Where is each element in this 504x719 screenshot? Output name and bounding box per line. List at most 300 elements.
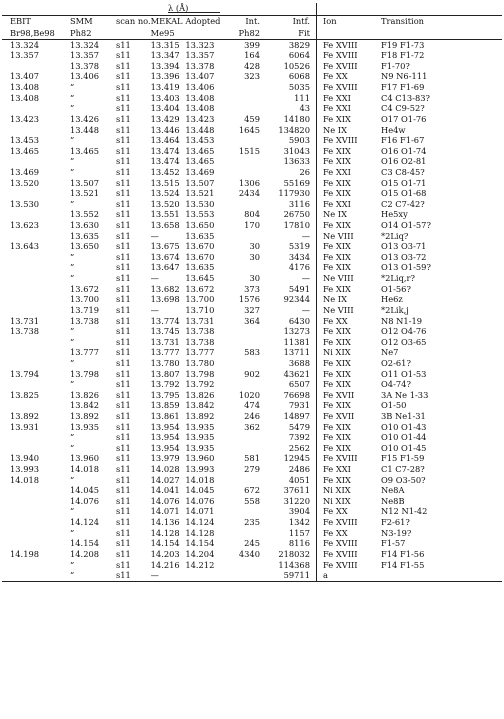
cell-smm: 14.076 bbox=[70, 495, 100, 506]
table-row bbox=[2, 538, 502, 549]
cell-adopted: 13.530 bbox=[185, 198, 215, 209]
cell-scan: s11 bbox=[116, 124, 131, 135]
header-group-row bbox=[2, 3, 502, 15]
cell-intf: — bbox=[301, 230, 310, 241]
cell-int bbox=[220, 103, 266, 114]
cell-ion: Fe XVII bbox=[317, 390, 382, 401]
cell-int bbox=[220, 559, 266, 570]
cell-mekal: 13.731 bbox=[150, 336, 180, 347]
cell-int bbox=[220, 93, 266, 104]
cell-intf: 3829 bbox=[288, 39, 310, 50]
cell-smm: 14.208 bbox=[70, 548, 100, 559]
cell-ebit bbox=[2, 570, 70, 581]
cell-ebit bbox=[2, 294, 70, 305]
cell-ion: Fe XIX bbox=[317, 146, 382, 157]
cell-mekal: 13.396 bbox=[150, 71, 180, 82]
cell-intf: 12945 bbox=[283, 453, 310, 464]
cell-int bbox=[220, 379, 266, 390]
cell-smm: 13.672 bbox=[70, 283, 100, 294]
cell-adopted: 13.731 bbox=[185, 315, 215, 326]
cell-scan: s11 bbox=[116, 156, 131, 167]
cell-scan: s11 bbox=[116, 198, 131, 209]
cell-scan: s11 bbox=[116, 410, 131, 421]
cell-ion: Ni XIX bbox=[317, 347, 382, 358]
cell-transition: F1-70? bbox=[381, 60, 410, 71]
cell-ion: Fe XIX bbox=[317, 326, 382, 337]
cell-mekal: 13.807 bbox=[150, 368, 180, 379]
cell-mekal: 13.954 bbox=[150, 421, 180, 432]
cell-int bbox=[220, 443, 266, 454]
cell-ebit bbox=[2, 273, 70, 284]
cell-ebit bbox=[2, 337, 70, 348]
cell-smm: 13.719 bbox=[70, 304, 100, 315]
cell-ebit: 13.520 bbox=[10, 177, 40, 188]
cell-ebit bbox=[2, 506, 70, 517]
cell-mekal: 13.464 bbox=[150, 135, 180, 146]
cell-scan: s11 bbox=[116, 432, 131, 443]
cell-transition: N9 N6-111 bbox=[381, 71, 428, 82]
cell-int: 327 bbox=[244, 304, 260, 315]
cell-adopted: 13.323 bbox=[185, 39, 215, 50]
cell-transition: F1-57 bbox=[381, 538, 406, 549]
table-header bbox=[2, 3, 502, 39]
cell-ebit bbox=[2, 284, 70, 295]
cell-mekal: 13.315 bbox=[150, 39, 180, 50]
table-row bbox=[2, 209, 502, 220]
col-subheader-ebit: Br98,Be98 bbox=[2, 27, 70, 39]
cell-transition: O1-56? bbox=[381, 283, 411, 294]
cell-smm: 13.465 bbox=[70, 145, 100, 156]
cell-scan: s11 bbox=[116, 135, 131, 146]
table-row bbox=[2, 379, 502, 390]
table-row bbox=[2, 294, 502, 305]
cell-intf: 2486 bbox=[288, 464, 310, 475]
cell-intf: 7392 bbox=[288, 432, 310, 443]
cell-scan: s11 bbox=[116, 103, 131, 114]
cell-int: 4340 bbox=[238, 548, 260, 559]
cell-adopted: 13.935 bbox=[185, 421, 215, 432]
cell-smm: 13.777 bbox=[70, 347, 100, 358]
cell-ion: Fe XVII bbox=[317, 411, 382, 422]
cell-scan: s11 bbox=[116, 273, 131, 284]
cell-intf: 6507 bbox=[288, 379, 310, 390]
cell-adopted: 14.076 bbox=[185, 495, 215, 506]
cell-mekal: 13.954 bbox=[150, 432, 180, 443]
cell-transition: O17 O1-76 bbox=[381, 113, 427, 124]
cell-adopted: 13.521 bbox=[185, 188, 215, 199]
table-row bbox=[2, 464, 502, 475]
cell-intf: 2562 bbox=[288, 442, 310, 453]
cell-adopted: 13.842 bbox=[185, 400, 215, 411]
cell-adopted: 13.672 bbox=[185, 283, 215, 294]
cell-smm: ” bbox=[70, 357, 75, 368]
cell-adopted: 13.738 bbox=[185, 326, 215, 337]
cell-ebit bbox=[2, 347, 70, 358]
col-subheader-intf: Fit bbox=[266, 27, 317, 39]
cell-ion: Fe XIX bbox=[317, 252, 382, 263]
cell-int bbox=[220, 135, 266, 146]
cell-transition: He5xy bbox=[381, 209, 408, 220]
cell-scan: s11 bbox=[116, 347, 131, 358]
cell-smm: 13.552 bbox=[70, 209, 100, 220]
cell-adopted: 13.553 bbox=[185, 209, 215, 220]
cell-scan: s11 bbox=[116, 548, 131, 559]
cell-ebit bbox=[2, 262, 70, 273]
cell-mekal: 13.520 bbox=[150, 198, 180, 209]
cell-int: 428 bbox=[244, 60, 260, 71]
cell-transition: F14 F1-55 bbox=[381, 559, 425, 570]
cell-intf: 13711 bbox=[283, 347, 310, 358]
cell-int bbox=[220, 528, 266, 539]
cell-scan: s11 bbox=[116, 495, 131, 506]
cell-mekal: 13.446 bbox=[150, 124, 180, 135]
cell-ion: Fe XXI bbox=[317, 167, 382, 178]
cell-mekal: 14.041 bbox=[150, 485, 180, 496]
cell-smm: ” bbox=[70, 82, 75, 93]
cell-ebit: 13.731 bbox=[10, 315, 40, 326]
cell-scan: s11 bbox=[116, 442, 131, 453]
cell-ebit bbox=[2, 443, 70, 454]
cell-mekal: 13.795 bbox=[150, 389, 180, 400]
cell-ebit: 13.940 bbox=[10, 453, 40, 464]
lambda-group-label: λ (Å) bbox=[168, 4, 220, 13]
table-row bbox=[2, 432, 502, 443]
cell-intf: 11381 bbox=[283, 336, 310, 347]
table-row bbox=[2, 156, 502, 167]
table-row bbox=[2, 167, 502, 178]
cell-scan: s11 bbox=[116, 283, 131, 294]
cell-intf: — bbox=[301, 304, 310, 315]
cell-intf: 1342 bbox=[288, 517, 310, 528]
cell-int: 170 bbox=[244, 220, 260, 231]
cell-transition: O13 O1-59? bbox=[381, 262, 431, 273]
cell-ebit: 13.408 bbox=[10, 92, 40, 103]
cell-scan: s11 bbox=[116, 389, 131, 400]
cell-ion: Fe XX bbox=[317, 528, 382, 539]
cell-transition: O10 O1-45 bbox=[381, 442, 427, 453]
cell-ion: Ne IX bbox=[317, 209, 382, 220]
table-row bbox=[2, 71, 502, 82]
cell-smm: 13.406 bbox=[70, 71, 100, 82]
cell-ion: Fe XIX bbox=[317, 177, 382, 188]
col-header-scan: scan no. bbox=[116, 16, 151, 27]
cell-mekal: 14.216 bbox=[150, 559, 180, 570]
cell-int: 364 bbox=[244, 315, 260, 326]
cell-intf: 5903 bbox=[288, 135, 310, 146]
cell-scan: s11 bbox=[116, 50, 131, 61]
cell-adopted: 13.670 bbox=[185, 241, 215, 252]
cell-ebit bbox=[2, 188, 70, 199]
cell-int: 474 bbox=[244, 400, 260, 411]
cell-mekal: — bbox=[150, 230, 159, 241]
cell-intf: 31043 bbox=[283, 145, 310, 156]
cell-scan: s11 bbox=[116, 474, 131, 485]
cell-scan: s11 bbox=[116, 517, 131, 528]
cell-intf: — bbox=[301, 273, 310, 284]
cell-intf: 5319 bbox=[288, 241, 310, 252]
cell-intf: 26750 bbox=[283, 209, 310, 220]
cell-scan: s11 bbox=[116, 145, 131, 156]
cell-ion: Fe XXI bbox=[317, 93, 382, 104]
cell-scan: s11 bbox=[116, 538, 131, 549]
cell-ion: Ne VIII bbox=[317, 305, 382, 316]
cell-ion: Fe XX bbox=[317, 315, 382, 326]
cell-intf: 31220 bbox=[283, 495, 310, 506]
cell-transition: 3B Ne1-31 bbox=[381, 410, 426, 421]
cell-transition: F14 F1-56 bbox=[381, 548, 425, 559]
lambda-group-header bbox=[116, 3, 220, 15]
cell-transition: F19 F1-73 bbox=[381, 39, 425, 50]
cell-mekal: 13.524 bbox=[150, 188, 180, 199]
cell-intf: 7931 bbox=[288, 400, 310, 411]
cell-mekal: 13.394 bbox=[150, 60, 180, 71]
cell-intf: 10526 bbox=[283, 60, 310, 71]
cell-int bbox=[220, 199, 266, 210]
cell-smm: 13.324 bbox=[70, 39, 100, 50]
cell-int bbox=[220, 358, 266, 369]
cell-adopted: 13.892 bbox=[185, 410, 215, 421]
cell-ebit: 13.465 bbox=[10, 145, 40, 156]
cell-ion: Fe XVIII bbox=[317, 453, 382, 464]
cell-int bbox=[220, 506, 266, 517]
cell-transition: O2-61? bbox=[381, 357, 411, 368]
cell-adopted: 13.935 bbox=[185, 442, 215, 453]
cell-scan: s11 bbox=[116, 241, 131, 252]
cell-transition: O16 O1-74 bbox=[381, 145, 427, 156]
table-row bbox=[2, 135, 502, 146]
cell-transition: *2Liq,r? bbox=[381, 273, 415, 284]
cell-ion: Fe XIX bbox=[317, 368, 382, 379]
cell-ion: Ni XIX bbox=[317, 496, 382, 507]
cell-ebit bbox=[2, 485, 70, 496]
cell-transition: O12 O3-65 bbox=[381, 336, 427, 347]
cell-smm: 13.378 bbox=[70, 60, 100, 71]
cell-intf: 4051 bbox=[288, 474, 310, 485]
cell-smm: ” bbox=[70, 442, 75, 453]
cell-adopted: 13.738 bbox=[185, 336, 215, 347]
cell-smm: ” bbox=[70, 103, 75, 114]
cell-scan: s11 bbox=[116, 304, 131, 315]
cell-intf: 3434 bbox=[288, 251, 310, 262]
cell-scan: s11 bbox=[116, 294, 131, 305]
table-row bbox=[2, 315, 502, 326]
cell-smm: ” bbox=[70, 336, 75, 347]
cell-smm: 13.842 bbox=[70, 400, 100, 411]
cell-intf: 117930 bbox=[278, 188, 310, 199]
cell-transition: O10 O1-44 bbox=[381, 432, 427, 443]
cell-adopted: 13.826 bbox=[185, 389, 215, 400]
cell-smm: ” bbox=[70, 156, 75, 167]
cell-smm: 13.960 bbox=[70, 453, 100, 464]
cell-ion: Fe XX bbox=[317, 71, 382, 82]
cell-ebit bbox=[2, 103, 70, 114]
cell-intf: 6068 bbox=[288, 71, 310, 82]
table-row bbox=[2, 82, 502, 93]
cell-smm: 13.650 bbox=[70, 241, 100, 252]
cell-ebit: 13.453 bbox=[10, 135, 40, 146]
cell-smm: 13.798 bbox=[70, 368, 100, 379]
cell-int: 279 bbox=[244, 464, 260, 475]
cell-ion: Fe XVIII bbox=[317, 82, 382, 93]
cell-scan: s11 bbox=[116, 326, 131, 337]
cell-adopted: 14.124 bbox=[185, 517, 215, 528]
cell-smm: ” bbox=[70, 251, 75, 262]
cell-mekal: 14.028 bbox=[150, 464, 180, 475]
cell-mekal: 13.774 bbox=[150, 315, 180, 326]
table-row bbox=[2, 326, 502, 337]
table-row bbox=[2, 220, 502, 231]
cell-int: 1576 bbox=[238, 294, 260, 305]
cell-intf: 3116 bbox=[288, 198, 310, 209]
cell-ebit: 13.324 bbox=[10, 39, 40, 50]
cell-mekal: 13.515 bbox=[150, 177, 180, 188]
table-row bbox=[2, 39, 502, 50]
cell-ebit bbox=[2, 156, 70, 167]
cell-smm: ” bbox=[70, 527, 75, 538]
cell-smm: ” bbox=[70, 559, 75, 570]
cell-smm: 13.826 bbox=[70, 389, 100, 400]
cell-adopted: 13.378 bbox=[185, 60, 215, 71]
cell-ion: Fe XVIII bbox=[317, 549, 382, 560]
cell-smm: 14.018 bbox=[70, 464, 100, 475]
cell-smm: ” bbox=[70, 135, 75, 146]
cell-adopted: 13.993 bbox=[185, 464, 215, 475]
cell-adopted: 13.408 bbox=[185, 103, 215, 114]
cell-mekal: 13.682 bbox=[150, 283, 180, 294]
cell-ebit bbox=[2, 305, 70, 316]
cell-intf: 17810 bbox=[283, 220, 310, 231]
cell-intf: 13273 bbox=[283, 326, 310, 337]
cell-int: 583 bbox=[244, 347, 260, 358]
header-row-2 bbox=[2, 27, 502, 39]
cell-transition: F15 F1-59 bbox=[381, 453, 425, 464]
cell-ebit bbox=[2, 538, 70, 549]
cell-intf: 92344 bbox=[283, 294, 310, 305]
cell-transition: *2Lik,j bbox=[381, 304, 409, 315]
table-row bbox=[2, 485, 502, 496]
cell-adopted: 13.645 bbox=[185, 273, 215, 284]
col-subheader-smm: Ph82 bbox=[70, 27, 116, 39]
cell-mekal: 13.675 bbox=[150, 241, 180, 252]
cell-transition: O11 O1-53 bbox=[381, 368, 427, 379]
cell-ebit: 13.469 bbox=[10, 166, 40, 177]
cell-ion: Fe XXI bbox=[317, 103, 382, 114]
cell-ebit: 13.357 bbox=[10, 50, 40, 61]
cell-mekal: 13.404 bbox=[150, 103, 180, 114]
cell-intf: 13633 bbox=[283, 156, 310, 167]
table-row bbox=[2, 241, 502, 252]
cell-transition bbox=[381, 570, 502, 581]
cell-ion: Ni XIX bbox=[317, 485, 382, 496]
cell-smm: ” bbox=[70, 474, 75, 485]
col-header-intf: Intf. bbox=[266, 15, 317, 27]
cell-adopted: 13.635 bbox=[185, 262, 215, 273]
table-row bbox=[2, 390, 502, 401]
cell-transition: N8 N1-19 bbox=[381, 315, 423, 326]
cell-intf: 5035 bbox=[288, 82, 310, 93]
cell-adopted: 13.448 bbox=[185, 124, 215, 135]
cell-scan: s11 bbox=[116, 485, 131, 496]
cell-adopted: 13.798 bbox=[185, 368, 215, 379]
cell-intf: 134820 bbox=[278, 124, 310, 135]
cell-ion: Fe XVIII bbox=[317, 559, 382, 570]
cell-transition: *2Liq? bbox=[381, 230, 409, 241]
cell-ion: Fe XVIII bbox=[317, 135, 382, 146]
cell-transition: O10 O1-43 bbox=[381, 421, 427, 432]
cell-mekal: 13.429 bbox=[150, 113, 180, 124]
cell-int bbox=[220, 570, 266, 581]
cell-ebit bbox=[2, 517, 70, 528]
cell-scan: s11 bbox=[116, 453, 131, 464]
cell-intf: 114368 bbox=[278, 559, 310, 570]
cell-transition: F2-61? bbox=[381, 517, 410, 528]
cell-smm: 13.521 bbox=[70, 188, 100, 199]
cell-ion: Fe XIX bbox=[317, 421, 382, 432]
cell-mekal: 14.027 bbox=[150, 474, 180, 485]
table-row bbox=[2, 273, 502, 284]
cell-scan: s11 bbox=[116, 506, 131, 517]
table-row bbox=[2, 262, 502, 273]
cell-mekal: 13.474 bbox=[150, 145, 180, 156]
cell-mekal: — bbox=[150, 304, 159, 315]
cell-transition: He6z bbox=[381, 294, 403, 305]
cell-smm: ” bbox=[70, 326, 75, 337]
cell-ion: Fe XIX bbox=[317, 220, 382, 231]
cell-int: 902 bbox=[244, 368, 260, 379]
cell-transition: F17 F1-69 bbox=[381, 82, 425, 93]
cell-ion: Ne VIII bbox=[317, 273, 382, 284]
cell-smm: ” bbox=[70, 506, 75, 517]
cell-int bbox=[220, 326, 266, 337]
table-row bbox=[2, 230, 502, 241]
cell-int: 323 bbox=[244, 71, 260, 82]
cell-adopted: 13.453 bbox=[185, 135, 215, 146]
cell-ebit: 13.408 bbox=[10, 82, 40, 93]
cell-mekal: 14.136 bbox=[150, 517, 180, 528]
cell-mekal: 13.954 bbox=[150, 442, 180, 453]
cell-scan: s11 bbox=[116, 166, 131, 177]
cell-mekal: 13.745 bbox=[150, 326, 180, 337]
cell-smm: 13.635 bbox=[70, 230, 100, 241]
cell-adopted: 14.128 bbox=[185, 527, 215, 538]
cell-adopted: 14.018 bbox=[185, 474, 215, 485]
cell-scan: s11 bbox=[116, 39, 131, 50]
table-row bbox=[2, 337, 502, 348]
cell-ion: Fe XIX bbox=[317, 262, 382, 273]
cell-intf: 14897 bbox=[283, 410, 310, 421]
cell-smm: 13.357 bbox=[70, 50, 100, 61]
cell-int: 1645 bbox=[238, 124, 260, 135]
cell-ebit bbox=[2, 124, 70, 135]
cell-scan: s11 bbox=[116, 92, 131, 103]
col-header-transition: Transition bbox=[381, 15, 502, 27]
cell-scan: s11 bbox=[116, 220, 131, 231]
cell-intf: 3688 bbox=[288, 357, 310, 368]
cell-scan: s11 bbox=[116, 559, 131, 570]
table-row bbox=[2, 252, 502, 263]
table-row bbox=[2, 474, 502, 485]
col-header-mekal: MEKAL bbox=[151, 15, 186, 27]
cell-adopted: 13.935 bbox=[185, 432, 215, 443]
cell-mekal: 13.403 bbox=[150, 92, 180, 103]
col-header-ebit: EBIT bbox=[2, 15, 70, 27]
cell-adopted: 13.960 bbox=[185, 453, 215, 464]
table-row bbox=[2, 559, 502, 570]
col-subheader-mekal: Me95 bbox=[151, 27, 186, 39]
cell-ion: Fe XVIII bbox=[317, 538, 382, 549]
cell-intf: 5491 bbox=[288, 283, 310, 294]
cell-transition: Ne8A bbox=[381, 485, 405, 496]
